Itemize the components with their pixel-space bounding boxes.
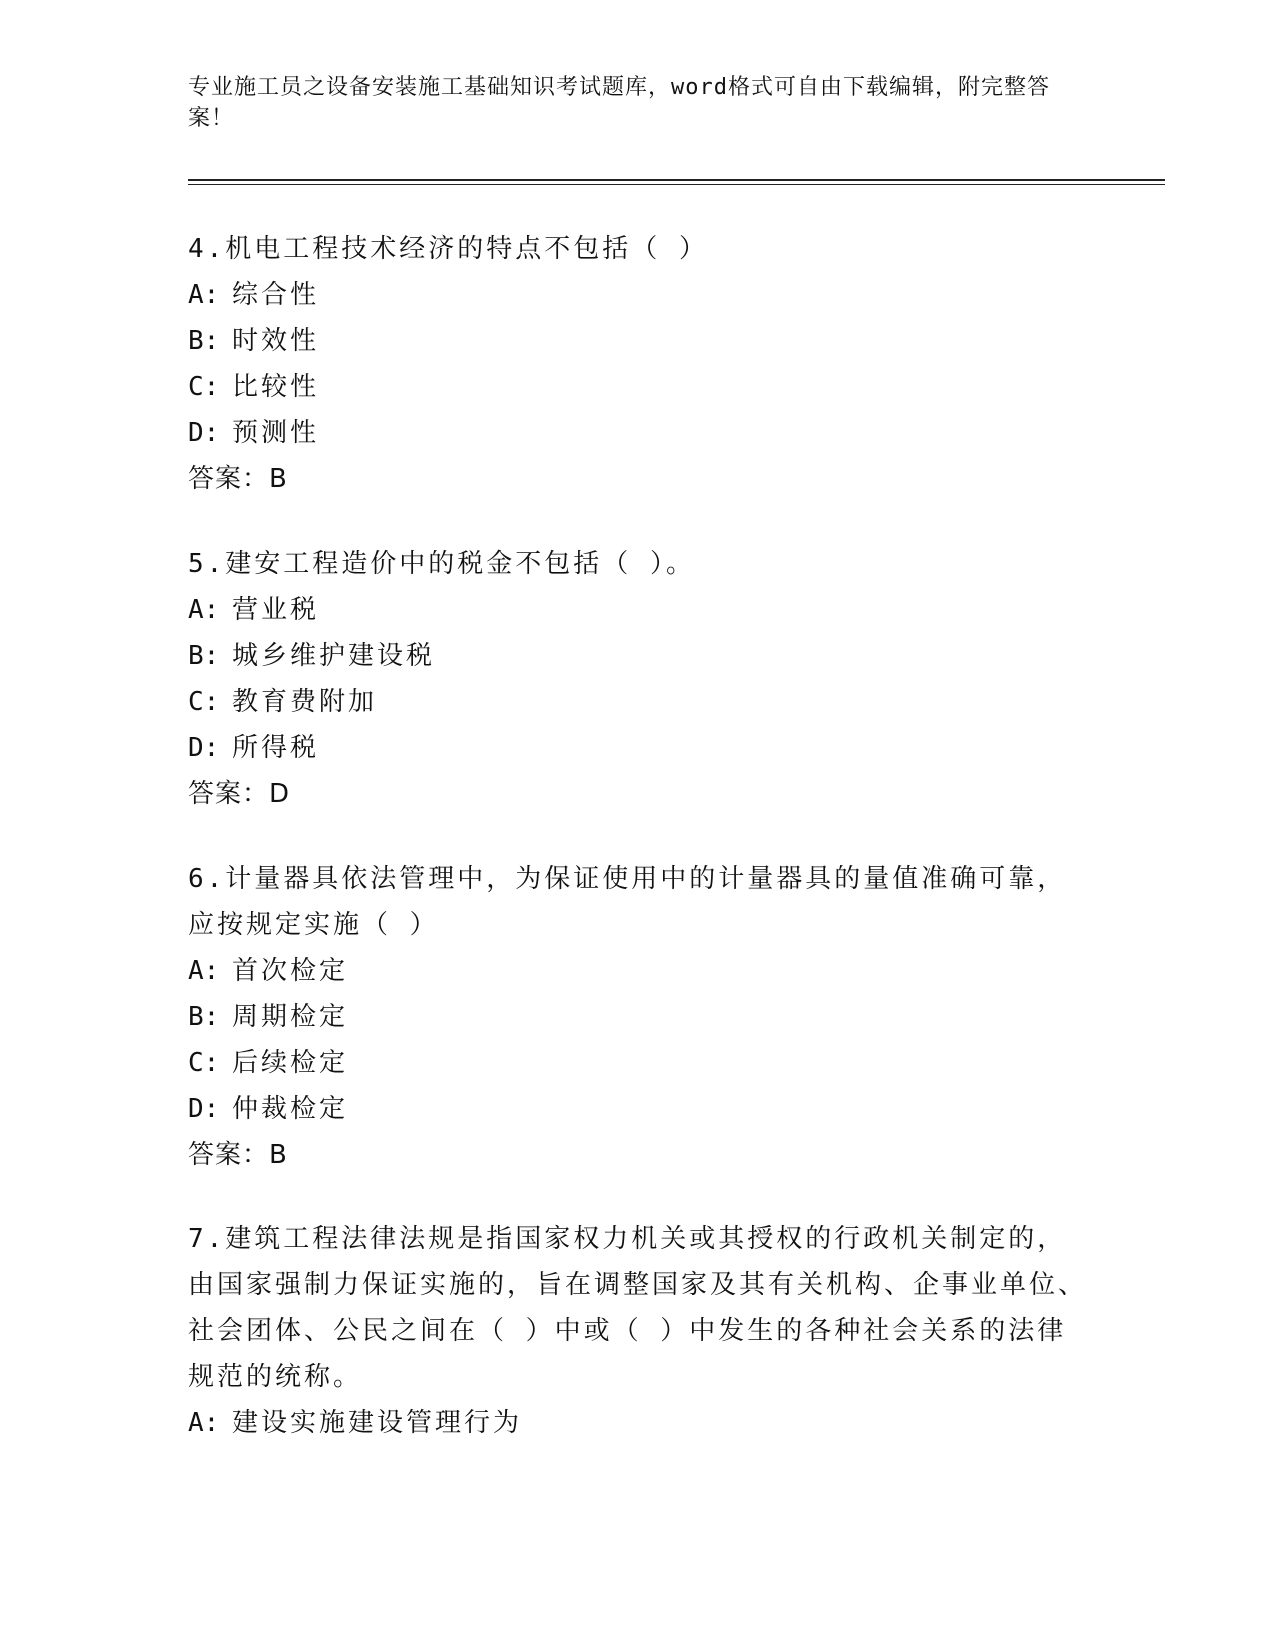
answer-text: 答案：D (188, 779, 291, 809)
option-c (188, 364, 1088, 410)
option-letter: C: (188, 1048, 220, 1078)
question-5 (188, 541, 1088, 817)
question-7 (188, 1216, 1088, 1446)
option-letter: A: (188, 1408, 220, 1438)
option-letter: D: (188, 418, 220, 448)
option-letter: D: (188, 1094, 220, 1124)
option-text: 周期检定 (232, 1002, 349, 1032)
option-letter: A: (188, 280, 220, 310)
option-text: 教育费附加 (232, 687, 378, 717)
option-letter: C: (188, 372, 220, 402)
option-c (188, 1040, 1088, 1086)
option-letter: B: (188, 641, 220, 671)
question-text: 6.计量器具依法管理中，为保证使用中的计量器具的量值准确可靠，应按规定实施（ ） (188, 864, 1067, 940)
option-a (188, 587, 1088, 633)
option-d (188, 725, 1088, 771)
option-text: 建设实施建设管理行为 (232, 1408, 523, 1438)
option-b (188, 633, 1088, 679)
option-letter: D: (188, 733, 220, 763)
option-b (188, 994, 1088, 1040)
option-text: 城乡维护建设税 (232, 641, 436, 671)
option-letter: A: (188, 595, 220, 625)
option-letter: B: (188, 1002, 220, 1032)
option-b (188, 318, 1088, 364)
option-d (188, 1086, 1088, 1132)
option-d (188, 410, 1088, 456)
option-letter: A: (188, 956, 220, 986)
option-text: 比较性 (232, 372, 320, 402)
option-text: 时效性 (232, 326, 320, 356)
option-letter: B: (188, 326, 220, 356)
header-divider-thin (188, 184, 1165, 185)
answer-text: 答案：B (188, 464, 288, 494)
document-header: 专业施工员之设备安装施工基础知识考试题库，word格式可自由下载编辑，附完整答案！ (188, 75, 1050, 131)
option-c (188, 679, 1088, 725)
option-text: 所得税 (232, 733, 320, 763)
question-text: 7.建筑工程法律法规是指国家权力机关或其授权的行政机关制定的，由国家强制力保证实施的，旨在调整国家及其有关机构、企事业单位、社会团体、公民之间在（ ）中或（ ）中发生的各种社会关系的法律规范的统称。 (188, 1224, 1088, 1392)
question-6 (188, 856, 1088, 1178)
option-text: 综合性 (232, 280, 320, 310)
option-text: 仲裁检定 (232, 1094, 349, 1124)
option-letter: C: (188, 687, 220, 717)
option-text: 后续检定 (232, 1048, 349, 1078)
option-text: 预测性 (232, 418, 320, 448)
answer-text: 答案：B (188, 1140, 288, 1170)
option-text: 营业税 (232, 595, 320, 625)
question-text: 5.建安工程造价中的税金不包括（ ）。 (188, 549, 695, 579)
option-a (188, 272, 1088, 318)
option-a (188, 1400, 1088, 1446)
option-text: 首次检定 (232, 956, 349, 986)
header-divider-thick (188, 179, 1165, 181)
question-text: 4.机电工程技术经济的特点不包括（ ） (188, 234, 708, 264)
question-4 (188, 226, 1088, 502)
option-a (188, 948, 1088, 994)
